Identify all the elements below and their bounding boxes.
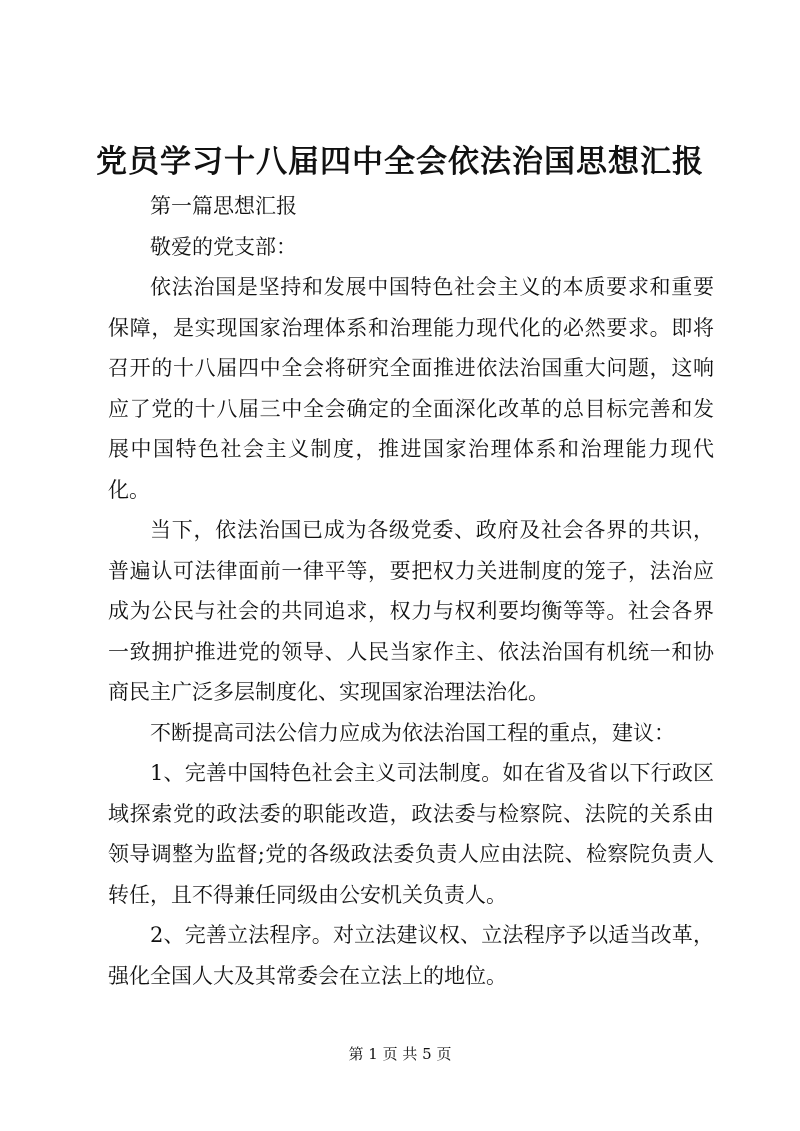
paragraph: 1、完善中国特色社会主义司法制度。如在省及省以下行政区域探索党的政法委的职能改造，政法委与检察院、法院的关系由领导调整为监督;党的各级政法委负责人应由法院、检察院负责人转任，且不得兼任同级由公安机关负责人。 [108,761,714,907]
document-body [108,186,714,996]
paragraph: 当下，依法治国已成为各级党委、政府及社会各界的共识，普遍认可法律面前一律平等，要把权力关进制度的笼子，法治应成为公民与社会的共同追求，权力与权利要均衡等等。社会各界一致拥护推进党的领导、人民当家作主、依法治国有机统一和协商民主广泛多层制度化、实现国家治理法治化。 [108,518,714,704]
page-footer: 第 1 页 共 5 页 [348,1045,452,1063]
paragraph: 不断提高司法公信力应成为依法治国工程的重点，建议： [150,720,675,745]
paragraph: 2、完善立法程序。对立法建议权、立法程序予以适当改革，强化全国人大及其常委会在立法上的地位。 [108,923,714,988]
paragraph-heading: 第一篇思想汇报 [150,194,297,218]
document-title: 党员学习十八届四中全会依法治国思想汇报 [96,144,704,180]
paragraph-salutation: 敬爱的党支部： [150,234,297,259]
paragraph: 依法治国是坚持和发展中国特色社会主义的本质要求和重要保障，是实现国家治理体系和治理能力现代化的必然要求。即将召开的十八届四中全会将研究全面推进依法治国重大问题，这响应了党的十八届三中全会确定的全面深化改革的总目标完善和发展中国特色社会主义制度，推进国家治理体系和治理能力现代化。 [108,275,714,502]
